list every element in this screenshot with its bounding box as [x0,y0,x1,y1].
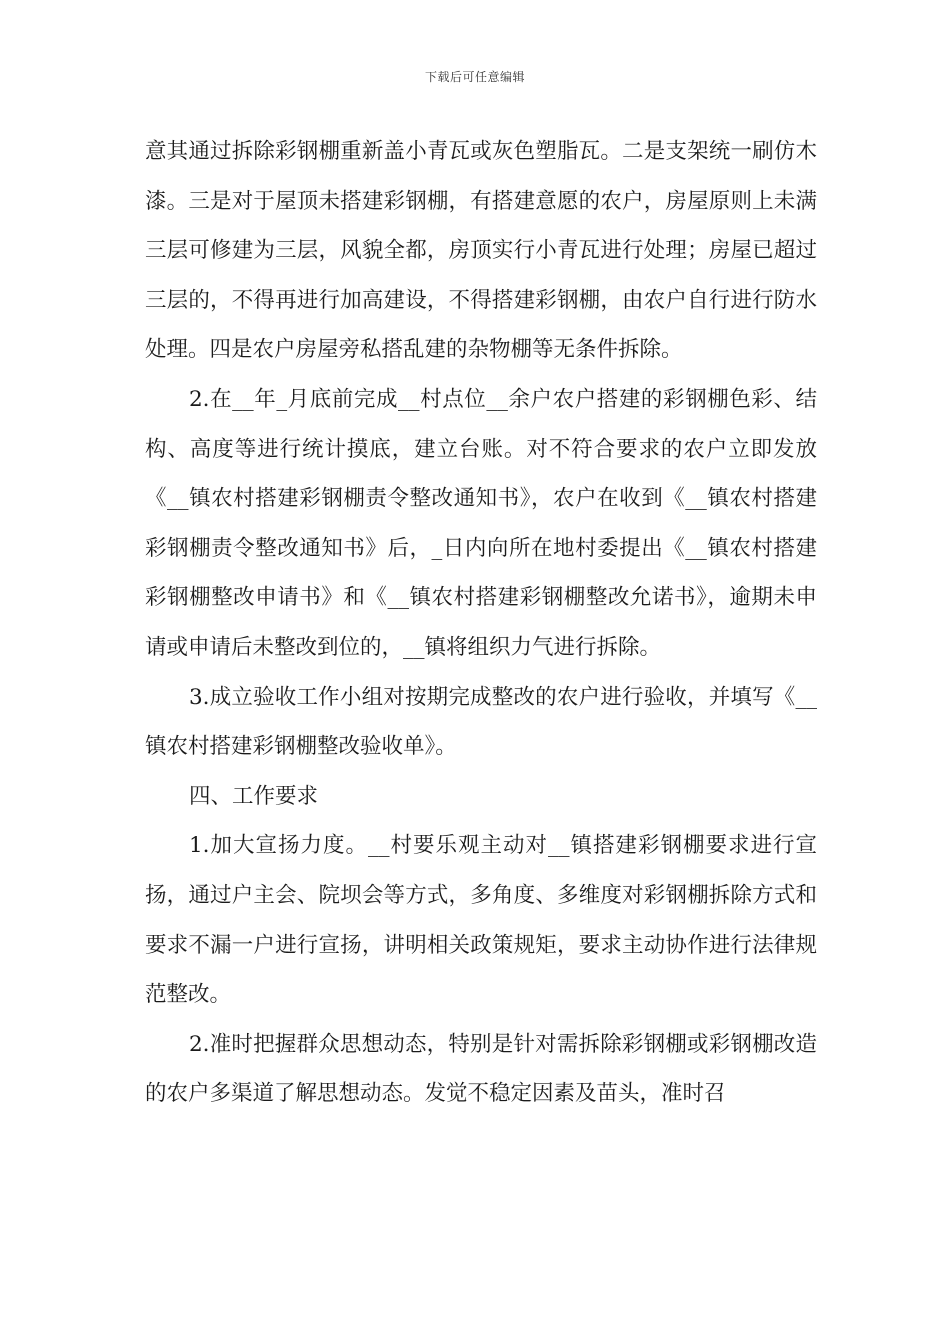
paragraph-continued: 意其通过拆除彩钢棚重新盖小青瓦或灰色塑脂瓦。二是支架统一刷仿木漆。三是对于屋顶未搭建彩钢棚，有搭建意愿的农户，房屋原则上未满三层可修建为三层，风貌全都，房顶实行小青瓦进行处理；房屋已超过三层的，不得再进行加高建设，不得搭建彩钢棚，由农户自行进行防水处理。四是农户房屋旁私搭乱建的杂物棚等无条件拆除。 [145,139,817,363]
paragraph-item-3: 3.成立验收工作小组对按期完成整改的农户进行验收，并填写《__镇农村搭建彩钢棚整改验收单》。 [145,684,817,760]
paragraph-requirement-1: 1.加大宣扬力度。__村要乐观主动对__镇搭建彩钢棚要求进行宣扬，通过户主会、院坝会等方式，多角度、多维度对彩钢棚拆除方式和要求不漏一户进行宣扬，讲明相关政策规矩，要求主动协作进行法律规范整改。 [145,833,817,1008]
paragraph-requirement-2: 2.准时把握群众思想动态，特别是针对需拆除彩钢棚或彩钢棚改造的农户多渠道了解思想动态。发觉不稳定因素及苗头，准时召 [145,1031,817,1107]
paragraph-item-2: 2.在__年_月底前完成__村点位__余户农户搭建的彩钢棚色彩、结构、高度等进行统计摸底，建立台账。对不符合要求的农户立即发放《__镇农村搭建彩钢棚责令整改通知书》，农户在收到《__镇农村搭建彩钢棚责令整改通知书》后，_日内向所在地村委提出《__镇农村搭建彩钢棚整改申请书》和《__镇农村搭建彩钢棚整改允诺书》，逾期未申请或申请后未整改到位的，__镇将组织力气进行拆除。 [145,386,817,660]
document-body [145,127,817,1119]
page-header: 下载后可任意编辑 [424,70,525,84]
section-heading-work-requirements: 四、工作要求 [189,783,319,809]
